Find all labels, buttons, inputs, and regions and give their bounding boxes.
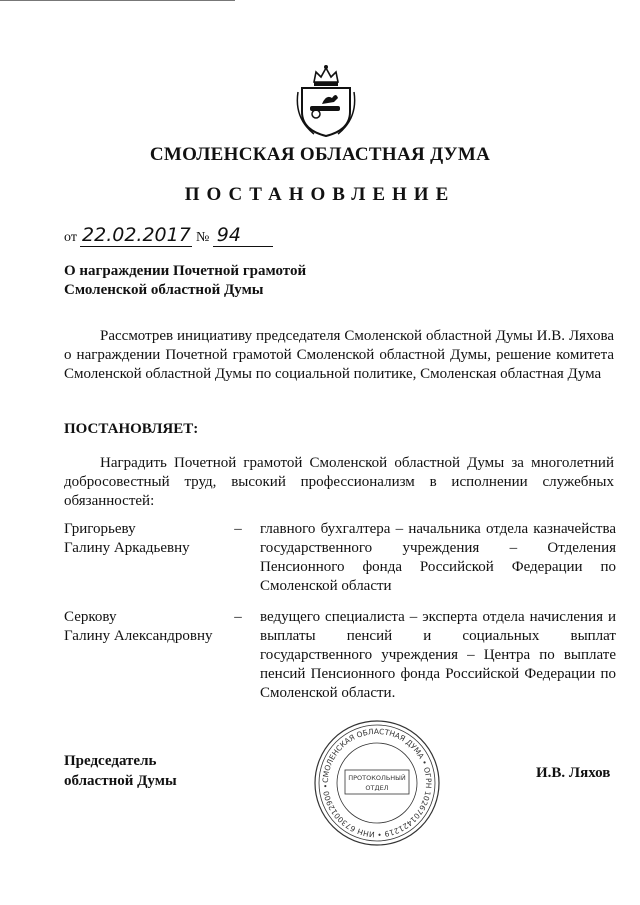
recipient-position: главного бухгалтера – начальника отдела казначейства государственного учреждения – Отделения Пенсионного фонда Российской Федерации по Смоленской области <box>260 521 616 594</box>
subject-line: Смоленской областной Думы <box>64 282 264 298</box>
org-title: СМОЛЕНСКАЯ ОБЛАСТНАЯ ДУМА <box>149 144 491 165</box>
seal-ring-textpath: СМОЛЕНСКАЯ ОБЛАСТНАЯ ДУМА • ОГРН 1026701421219 • ИНН 6730012900 • <box>320 726 434 840</box>
seal-center-line: ОТДЕЛ <box>365 784 389 792</box>
award-paragraph <box>64 454 614 511</box>
signatory-name: И.В. Ляхов <box>536 765 611 781</box>
recipient-dash: – <box>234 521 242 537</box>
document-subject <box>64 262 306 300</box>
recipient-name <box>64 520 224 558</box>
recipient-given-names: Галину Александровну <box>64 628 213 644</box>
smolensk-coat-of-arms-icon <box>292 62 360 138</box>
official-seal-stamp <box>312 718 442 848</box>
number-value: 94 <box>213 224 273 247</box>
date-value: 22.02.2017 <box>82 224 191 246</box>
signatory-title-line: Председатель <box>64 753 157 769</box>
signatory-title-line: областной Думы <box>64 773 177 789</box>
preamble-paragraph <box>64 327 614 384</box>
date-number-line <box>64 224 273 247</box>
resolves-heading: ПОСТАНОВЛЯЕТ: <box>64 421 199 437</box>
signatory-title <box>64 751 177 791</box>
date-prefix: от <box>64 230 77 245</box>
award-text: Наградить Почетной грамотой Смоленской областной Думы за многолетний добросовестный труд, высокий профессионализм в исполнении служебных обязанностей: <box>64 455 614 509</box>
recipient-given-names: Галину Аркадьевну <box>64 540 190 556</box>
preamble-text: Рассмотрев инициативу председателя Смоленской областной Думы И.В. Ляхова о награждении Почетной грамотой Смоленской областной Думы, решение комитета Смоленской областной Думы по социальной политике, Смоленская областная Дума <box>64 328 614 382</box>
recipient-position: ведущего специалиста – эксперта отдела начисления и выплаты пенсий и социальных выплат государственного учреждения – Центра по выплате пенсий Пенсионного фонда Российской Федерации по Смоленской области. <box>260 609 616 701</box>
recipient-name <box>64 608 224 646</box>
recipient-dash: – <box>234 609 242 625</box>
seal-center-line: ПРОТОКОЛЬНЫЙ <box>348 774 406 782</box>
number-prefix: № <box>195 230 210 245</box>
recipient-surname: Григорьеву <box>64 521 136 537</box>
top-rule <box>0 0 235 1</box>
document-type: ПОСТАНОВЛЕНИЕ <box>184 184 456 205</box>
recipient-surname: Серкову <box>64 609 117 625</box>
subject-line: О награждении Почетной грамотой <box>64 263 307 279</box>
